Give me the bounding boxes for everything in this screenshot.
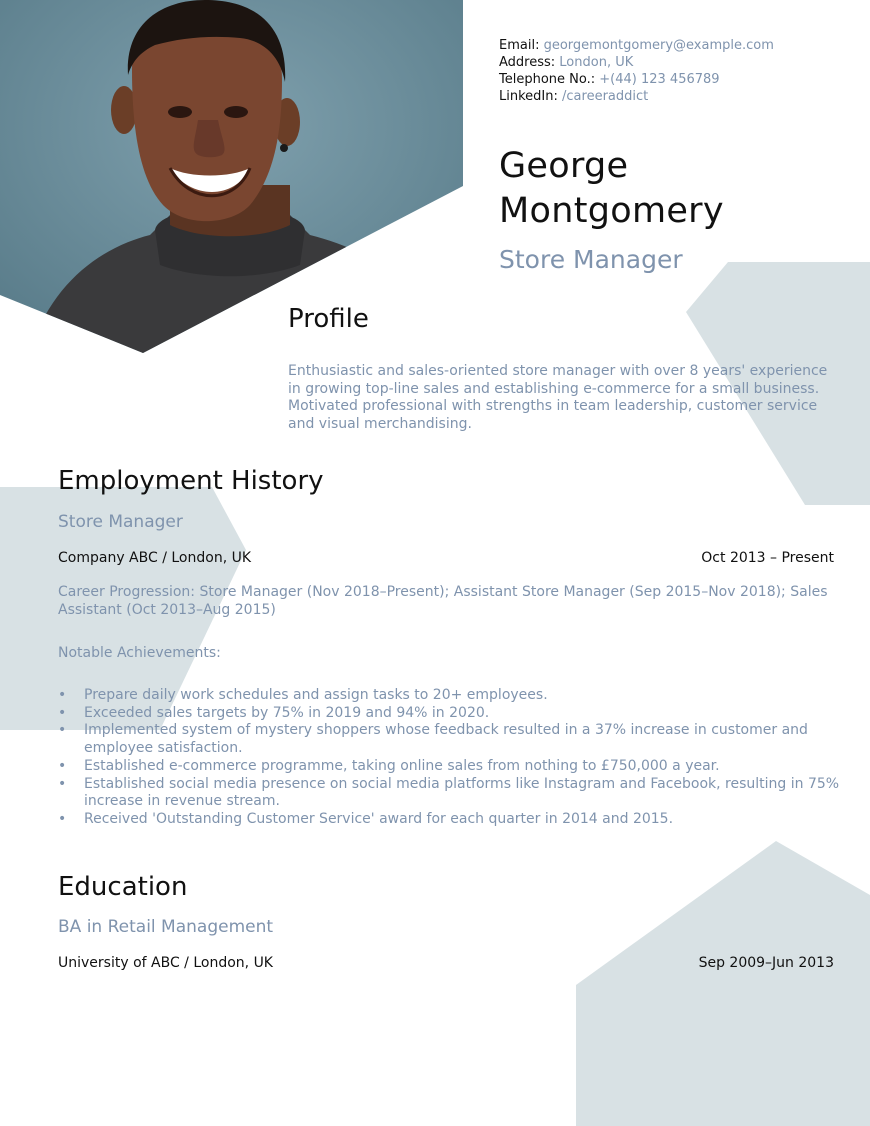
profile-photo <box>0 0 463 400</box>
contact-address-row <box>499 54 774 71</box>
list-item: • Received 'Outstanding Customer Service' award for each quarter in 2014 and 2015. <box>58 811 848 829</box>
education-school: University of ABC / London, UK <box>58 955 273 971</box>
employment-company: Company ABC / London, UK <box>58 550 252 566</box>
last-name: Montgomery <box>499 191 724 231</box>
email-label: Email: <box>499 38 540 53</box>
list-item: • Established social media presence on social media platforms like Instagram and Facebook, resulting in 75% increase in revenue stream. <box>58 776 848 811</box>
job-title: Store Manager <box>499 245 683 274</box>
list-item: • Established e-commerce programme, taking online sales from nothing to £750,000 a year. <box>58 758 848 776</box>
list-item: • Prepare daily work schedules and assign tasks to 20+ employees. <box>58 687 848 705</box>
list-item: • Exceeded sales targets by 75% in 2019 and 94% in 2020. <box>58 705 848 723</box>
achievements-list <box>58 687 848 829</box>
linkedin-link[interactable]: /careeraddict <box>562 89 649 104</box>
email-link[interactable]: georgemontgomery@example.com <box>543 38 774 53</box>
employment-dates: Oct 2013 – Present <box>701 550 834 566</box>
employment-title: Store Manager <box>58 512 183 532</box>
phone-link[interactable]: +(44) 123 456789 <box>599 72 720 87</box>
list-item: • Implemented system of mystery shoppers whose feedback resulted in a 37% increase in customer and employee satisfaction. <box>58 722 848 757</box>
contact-info <box>499 37 774 105</box>
contact-phone-row <box>499 71 774 88</box>
phone-label: Telephone No.: <box>499 72 596 87</box>
education-heading: Education <box>58 872 188 902</box>
employment-company-row <box>58 549 834 567</box>
first-name: George <box>499 146 629 186</box>
contact-linkedin-row <box>499 88 774 105</box>
profile-text: Enthusiastic and sales-oriented store manager with over 8 years' experience in growing top-line sales and establishing e-commerce for a small business. Motivated professional with strengths in team leadership, customer service and visual merchandising. <box>288 363 828 432</box>
shape-bottom-right <box>576 841 870 1126</box>
employment-heading: Employment History <box>58 466 324 496</box>
linkedin-label: LinkedIn: <box>499 89 558 104</box>
contact-email-row <box>499 37 774 54</box>
address-value: London, UK <box>559 55 634 70</box>
profile-heading: Profile <box>288 304 369 334</box>
education-degree: BA in Retail Management <box>58 917 274 937</box>
education-dates: Sep 2009–Jun 2013 <box>698 955 834 971</box>
address-label: Address: <box>499 55 556 70</box>
career-progression: Career Progression: Store Manager (Nov 2018–Present); Assistant Store Manager (Sep 2015–Nov 2018); Sales Assistant (Oct 2013–Aug 2015) <box>58 584 828 618</box>
notable-achievements-label: Notable Achievements: <box>58 645 221 661</box>
education-school-row <box>58 954 834 972</box>
person-name <box>499 144 724 234</box>
